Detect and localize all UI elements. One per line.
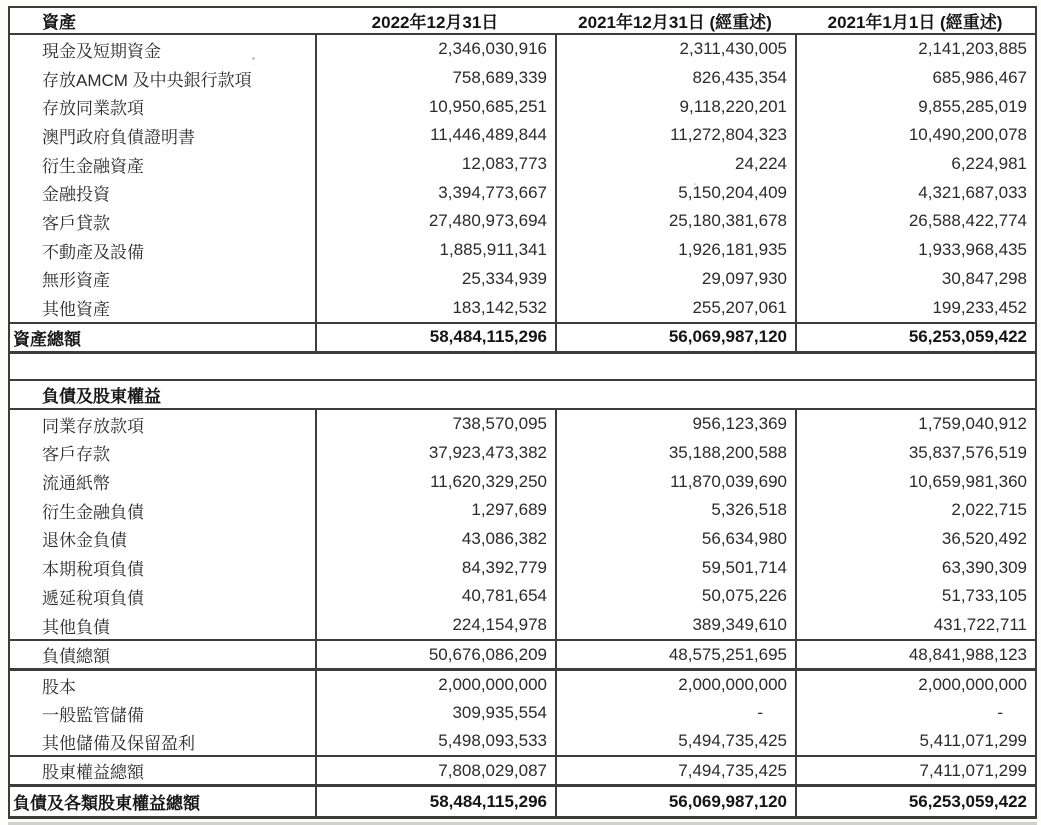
table-row bbox=[10, 496, 1035, 525]
col-header-2021-12-31: 2021年12月31日 (經重述) bbox=[578, 13, 772, 32]
cell-value: 29,097,930 bbox=[555, 265, 795, 294]
table-row bbox=[10, 92, 1035, 121]
row-label: 存放同業款項 bbox=[42, 99, 144, 119]
cell-value: 10,659,981,360 bbox=[795, 467, 1035, 496]
scan-speck bbox=[694, 183, 696, 185]
cell-value: 5,411,071,299 bbox=[795, 727, 1035, 755]
cell-value: 199,233,452 bbox=[795, 293, 1035, 322]
cell-value: 2,141,203,885 bbox=[795, 35, 1035, 64]
table-row bbox=[10, 671, 1035, 699]
cell-value: 2,311,430,005 bbox=[555, 35, 795, 64]
cell-value: 1,759,040,912 bbox=[795, 410, 1035, 439]
cell-value: 1,933,968,435 bbox=[795, 236, 1035, 265]
row-label: 其他負債 bbox=[42, 617, 110, 637]
cell-value: 255,207,061 bbox=[555, 293, 795, 322]
row-label: 現金及短期資金 bbox=[42, 41, 161, 61]
cell-value: 5,494,735,425 bbox=[555, 727, 795, 755]
col-header-assets: 資產 bbox=[42, 13, 76, 32]
row-label: 退休金負債 bbox=[42, 531, 127, 551]
table-row bbox=[10, 178, 1035, 207]
cell-value: 56,253,059,422 bbox=[795, 324, 1035, 351]
grand-total-row bbox=[10, 787, 1035, 816]
cell-value: 224,154,978 bbox=[315, 611, 555, 640]
cell-value: 56,253,059,422 bbox=[795, 787, 1035, 816]
cell-value: 389,349,610 bbox=[555, 611, 795, 640]
cell-value: 738,570,095 bbox=[315, 410, 555, 439]
table-row bbox=[10, 439, 1035, 468]
cell-value: 2,000,000,000 bbox=[555, 671, 795, 699]
liabilities-equity-section-header bbox=[10, 381, 1035, 410]
row-label: 無形資產 bbox=[42, 271, 110, 291]
cell-value: 24,224 bbox=[555, 150, 795, 179]
cell-value: 58,484,115,296 bbox=[315, 324, 555, 351]
cell-value: 826,435,354 bbox=[555, 64, 795, 93]
cell-value: 40,781,654 bbox=[315, 582, 555, 611]
row-label: 不動產及設備 bbox=[42, 242, 144, 262]
table-row bbox=[10, 553, 1035, 582]
cell-value: 2,000,000,000 bbox=[795, 671, 1035, 699]
cell-value: 6,224,981 bbox=[795, 150, 1035, 179]
cell-value: 2,022,715 bbox=[795, 496, 1035, 525]
table-row bbox=[10, 64, 1035, 93]
cell-value: 5,498,093,533 bbox=[315, 727, 555, 755]
liabilities-total-row bbox=[10, 639, 1035, 671]
cell-value: 12,083,773 bbox=[315, 150, 555, 179]
section-title: 負債及股東權益 bbox=[42, 386, 161, 406]
cell-value: 50,676,086,209 bbox=[315, 641, 555, 668]
row-label: 存放AMCM 及中央銀行款項 bbox=[42, 70, 252, 90]
cell-value: 2,000,000,000 bbox=[315, 671, 555, 699]
cell-value: 9,118,220,201 bbox=[555, 92, 795, 121]
row-label: 負債及各類股東權益總額 bbox=[13, 794, 200, 814]
table-row bbox=[10, 236, 1035, 265]
cell-value: 431,722,711 bbox=[795, 611, 1035, 640]
cell-value: 183,142,532 bbox=[315, 293, 555, 322]
cell-value: 7,494,735,425 bbox=[555, 757, 795, 784]
cell-value: 30,847,298 bbox=[795, 265, 1035, 294]
cell-value: 2,346,030,916 bbox=[315, 35, 555, 64]
cell-value: 26,588,422,774 bbox=[795, 207, 1035, 236]
cell-value: 59,501,714 bbox=[555, 553, 795, 582]
cell-value: 11,870,039,690 bbox=[555, 467, 795, 496]
cell-value: 1,885,911,341 bbox=[315, 236, 555, 265]
table-row bbox=[10, 727, 1035, 755]
row-label: 澳門政府負債證明書 bbox=[42, 127, 195, 147]
row-label: 一般監管儲備 bbox=[42, 705, 144, 725]
cell-value: 11,446,489,844 bbox=[315, 121, 555, 150]
table-row bbox=[10, 611, 1035, 640]
row-label: 流通紙幣 bbox=[42, 474, 110, 494]
row-label: 其他資產 bbox=[42, 300, 110, 320]
row-label: 資產總額 bbox=[13, 329, 81, 349]
row-label: 客戶貸款 bbox=[42, 213, 110, 233]
table-row bbox=[10, 150, 1035, 179]
balance-sheet-table bbox=[8, 6, 1037, 819]
cell-value: 56,069,987,120 bbox=[555, 787, 795, 816]
table-row bbox=[10, 207, 1035, 236]
cell-value: 36,520,492 bbox=[795, 525, 1035, 554]
cell-value: 56,634,980 bbox=[555, 525, 795, 554]
table-row bbox=[10, 699, 1035, 727]
cell-value: 3,394,773,667 bbox=[315, 178, 555, 207]
row-label: 股本 bbox=[42, 677, 76, 697]
assets-body bbox=[10, 35, 1035, 322]
cell-value: 56,069,987,120 bbox=[555, 324, 795, 351]
row-label: 本期稅項負債 bbox=[42, 560, 144, 580]
cell-value: 84,392,779 bbox=[315, 553, 555, 582]
cell-value: 58,484,115,296 bbox=[315, 787, 555, 816]
cell-value: 1,926,181,935 bbox=[555, 236, 795, 265]
col-header-2021-01-01: 2021年1月1日 (經重述) bbox=[827, 13, 1003, 32]
header-row bbox=[10, 8, 1035, 35]
cell-value: 50,075,226 bbox=[555, 582, 795, 611]
row-label: 同業存放款項 bbox=[42, 416, 144, 436]
cell-value: 48,841,988,123 bbox=[795, 641, 1035, 668]
equity-body bbox=[10, 671, 1035, 755]
cell-value: 758,689,339 bbox=[315, 64, 555, 93]
cell-value: - bbox=[795, 699, 1035, 727]
cell-value: 7,411,071,299 bbox=[795, 757, 1035, 784]
cell-value: 10,490,200,078 bbox=[795, 121, 1035, 150]
scan-speck bbox=[252, 57, 255, 60]
cell-value: 4,321,687,033 bbox=[795, 178, 1035, 207]
table-row bbox=[10, 582, 1035, 611]
cell-value: 11,620,329,250 bbox=[315, 467, 555, 496]
cell-value: 35,837,576,519 bbox=[795, 439, 1035, 468]
equity-total-row bbox=[10, 755, 1035, 787]
row-label: 衍生金融資產 bbox=[42, 156, 144, 176]
cell-value: 43,086,382 bbox=[315, 525, 555, 554]
cell-value: 956,123,369 bbox=[555, 410, 795, 439]
row-label: 股東權益總額 bbox=[42, 763, 144, 783]
table-row bbox=[10, 525, 1035, 554]
cell-value: 11,272,804,323 bbox=[555, 121, 795, 150]
cell-value: 7,808,029,087 bbox=[315, 757, 555, 784]
table-row bbox=[10, 293, 1035, 322]
row-label: 衍生金融負債 bbox=[42, 502, 144, 522]
row-label: 客戶存款 bbox=[42, 445, 110, 465]
cell-value: 48,575,251,695 bbox=[555, 641, 795, 668]
cell-value: 25,180,381,678 bbox=[555, 207, 795, 236]
row-label: 其他儲備及保留盈利 bbox=[42, 733, 195, 753]
table-row bbox=[10, 121, 1035, 150]
cell-value: 27,480,973,694 bbox=[315, 207, 555, 236]
table-row bbox=[10, 265, 1035, 294]
cell-value: 37,923,473,382 bbox=[315, 439, 555, 468]
cell-value: 309,935,554 bbox=[315, 699, 555, 727]
cell-value: 35,188,200,588 bbox=[555, 439, 795, 468]
cell-value: 63,390,309 bbox=[795, 553, 1035, 582]
table-row bbox=[10, 467, 1035, 496]
cell-value: 5,326,518 bbox=[555, 496, 795, 525]
col-header-2022-12-31: 2022年12月31日 bbox=[371, 13, 499, 32]
row-label: 金融投資 bbox=[42, 185, 110, 205]
row-label: 遞延稅項負債 bbox=[42, 588, 144, 608]
cell-value: 5,150,204,409 bbox=[555, 178, 795, 207]
cell-value: 25,334,939 bbox=[315, 265, 555, 294]
spacer-row bbox=[10, 354, 1035, 381]
row-label: 負債總額 bbox=[42, 647, 110, 667]
cell-value: 10,950,685,251 bbox=[315, 92, 555, 121]
table-row bbox=[10, 35, 1035, 64]
cell-value: 685,986,467 bbox=[795, 64, 1035, 93]
assets-total-row bbox=[10, 322, 1035, 354]
cell-value: 1,297,689 bbox=[315, 496, 555, 525]
table-row bbox=[10, 410, 1035, 439]
cell-value: 51,733,105 bbox=[795, 582, 1035, 611]
cell-value: 9,855,285,019 bbox=[795, 92, 1035, 121]
liabilities-body bbox=[10, 410, 1035, 640]
cell-value: - bbox=[555, 699, 795, 727]
